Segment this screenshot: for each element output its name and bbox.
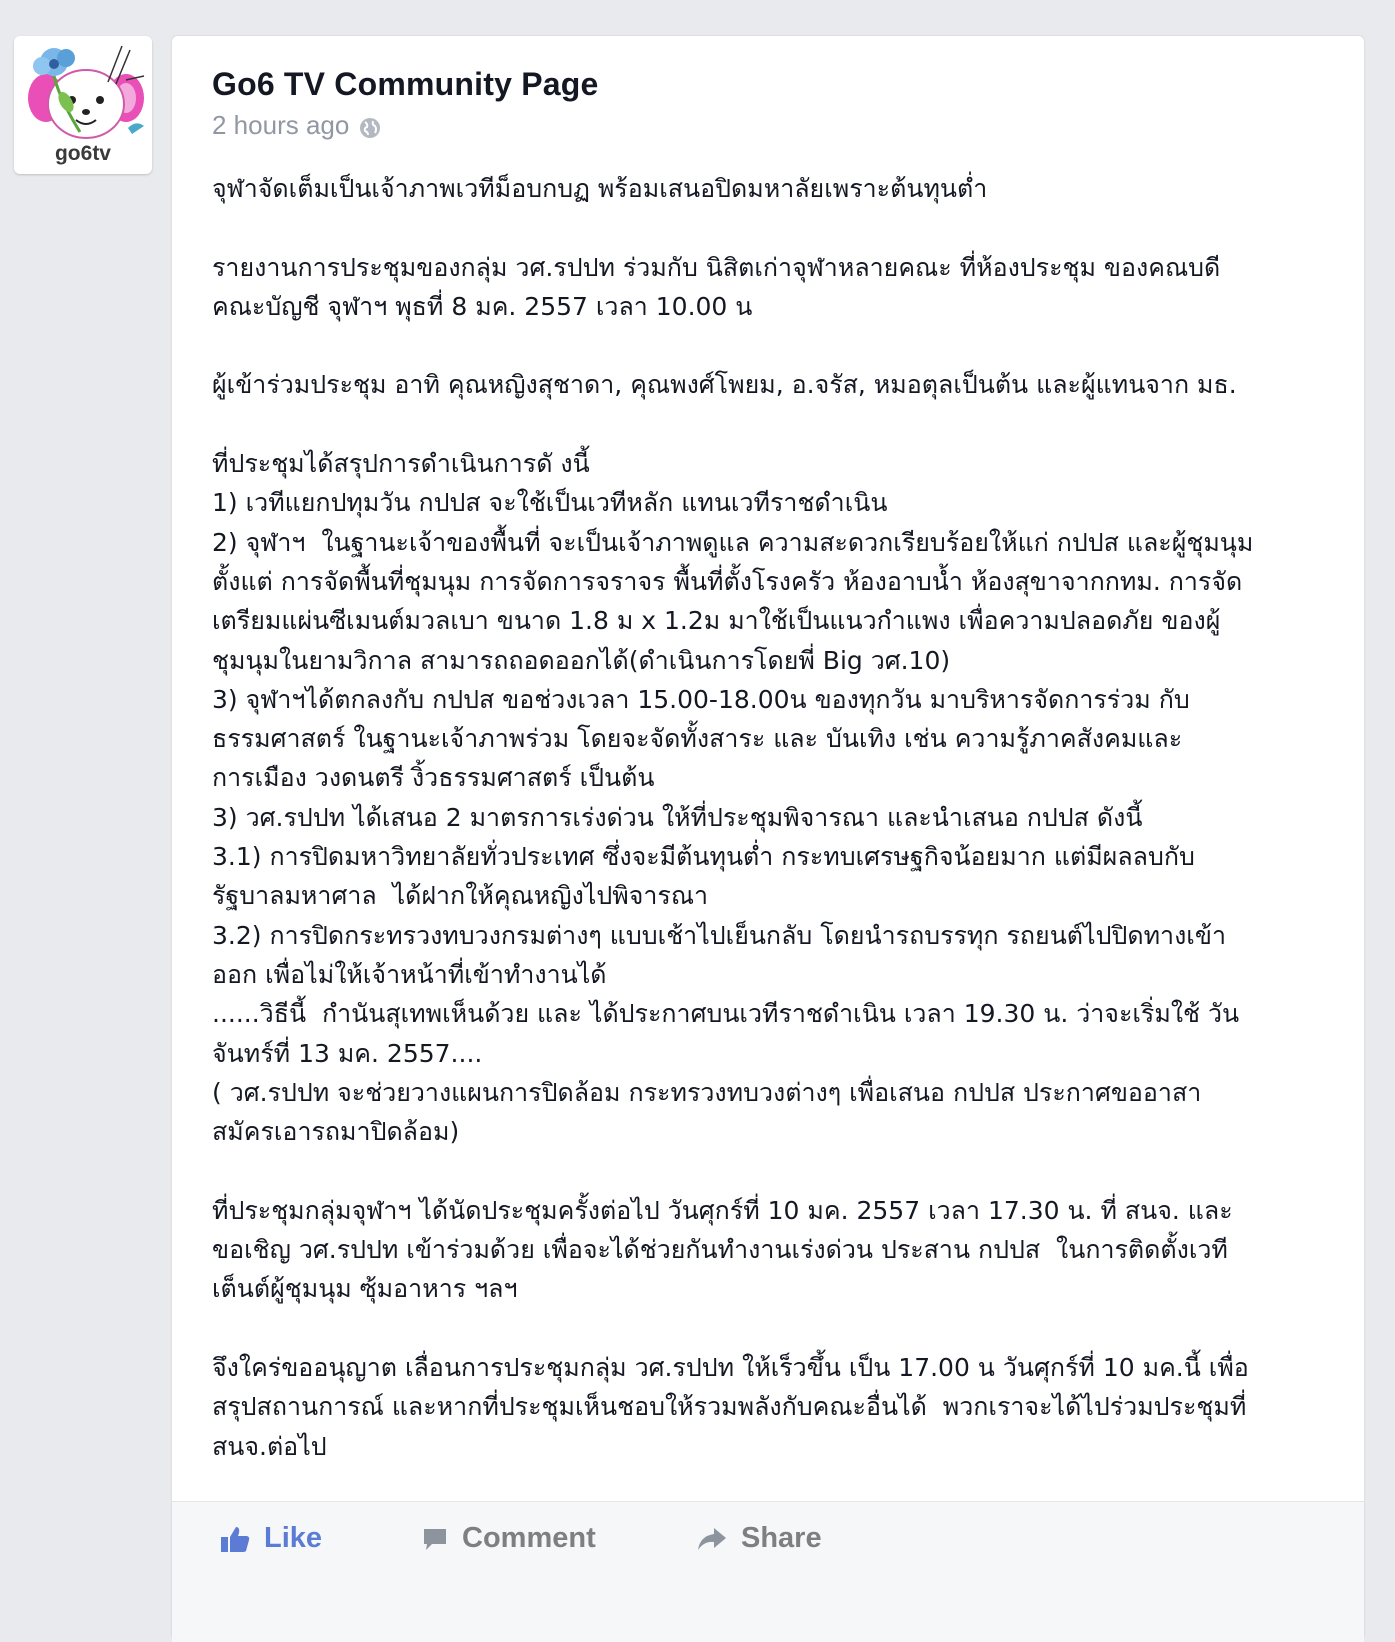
paragraph-gap — [212, 208, 1337, 247]
go6tv-logo-icon — [20, 40, 146, 140]
comment-icon — [422, 1526, 448, 1552]
post-text-line: รัฐบาลมหาศาล ได้ฝากให้คุณหญิงไปพิจารณา — [212, 881, 709, 911]
share-arrow-icon — [697, 1527, 727, 1551]
action-bar — [172, 1501, 1364, 1642]
globe-icon — [359, 115, 381, 137]
post-text-line: เต็นต์ผู้ชุมนุม ซุ้มอาหาร ฯลฯ — [212, 1274, 518, 1304]
post-meta — [212, 110, 381, 141]
post-text-line: ......วิธีนี้ กำนันสุเทพเห็นด้วย และ ได้ประกาศบนเวทีราชดำเนิน เวลา 19.30 น. ว่าจะเริ่มใช้ วัน — [212, 999, 1240, 1029]
paragraph-gap — [212, 1309, 1337, 1348]
page-avatar[interactable] — [14, 36, 152, 174]
like-button[interactable] — [220, 1522, 322, 1555]
post-text-line: จึงใคร่ขออนุญาต เลื่อนการประชุมกลุ่ม วศ.รปปท ให้เร็วขึ้น เป็น 17.00 น วันศุกร์ที่ 10 มค.นี้ เพื่อ — [212, 1352, 1249, 1382]
paragraph-gap — [212, 1151, 1337, 1190]
post-text-line: ที่ประชุมได้สรุปการดำเนินการดั งนี้ — [212, 449, 590, 479]
paragraph-gap — [212, 326, 1337, 365]
post-text-line: สมัครเอารถมาปิดล้อม) — [212, 1117, 460, 1147]
post-body — [212, 169, 1337, 1466]
page-title[interactable]: Go6 TV Community Page — [212, 66, 599, 102]
share-button[interactable] — [697, 1522, 822, 1555]
share-label: Share — [741, 1522, 822, 1554]
post-text-line: ผู้เข้าร่วมประชุม อาทิ คุณหญิงสุชาดา, คุณพงศ์โพยม, อ.จรัส, หมอตุลเป็นต้น และผู้แทนจาก มธ. — [212, 370, 1237, 400]
paragraph-gap — [212, 405, 1337, 444]
post-text-line: สรุปสถานการณ์ และหากที่ประชุมเห็นชอบให้รวมพลังกับคณะอื่นได้ พวกเราจะได้ไปร่วมประชุมที่ — [212, 1392, 1247, 1422]
post-text-line: ธรรมศาสตร์ ในฐานะเจ้าภาพร่วม โดยจะจัดทั้งสาระ และ บันเทิง เช่น ความรู้ภาคสังคมและ — [212, 724, 1183, 754]
post-text-line: ตั้งแต่ การจัดพื้นที่ชุมนุม การจัดการจราจร พื้นที่ตั้งโรงครัว ห้องอาบน้ำ ห้องสุขาจากกทม. การจัด — [212, 566, 1243, 596]
post-text-line: 3) วศ.รปปท ได้เสนอ 2 มาตรการเร่งด่วน ให้ที่ประชุมพิจารณา และนำเสนอ กปปส ดังนี้ — [212, 802, 1143, 832]
post-text-line: รายงานการประชุมของกลุ่ม วศ.รปปท ร่วมกับ นิสิตเก่าจุฬาหลายคณะ ที่ห้องประชุม ของคณบดี — [212, 252, 1221, 282]
like-label: Like — [264, 1522, 323, 1554]
post-text-line: จุฬาจัดเต็มเป็นเจ้าภาพเวทีม็อบกบฏ พร้อมเสนอปิดมหาลัยเพราะต้นทุนต่ำ — [212, 174, 988, 203]
post-text-line: ขอเชิญ วศ.รปปท เข้าร่วมด้วย เพื่อจะได้ช่วยกันทำงานเร่งด่วน ประสาน กปปส ในการติดตั้งเวที — [212, 1235, 1228, 1265]
post-text-line: ( วศ.รปปท จะช่วยวางแผนการปิดล้อม กระทรวงทบวงต่างๆ เพื่อเสนอ กปปส ประกาศขออาสา — [212, 1077, 1202, 1107]
post-text-line: 1) เวทีแยกปทุมวัน กปปส จะใช้เป็นเวทีหลัก แทนเวทีราชดำเนิน — [212, 488, 888, 518]
post-text-line: ที่ประชุมกลุ่มจุฬาฯ ได้นัดประชุมครั้งต่อไป วันศุกร์ที่ 10 มค. 2557 เวลา 17.30 น. ที่ สนจ. และ — [212, 1195, 1233, 1225]
post-text-line: เตรียมแผ่นซีเมนต์มวลเบา ขนาด 1.8 ม x 1.2ม มาใช้เป็นแนวกำแพง เพื่อความปลอดภัย ของผู้ — [212, 606, 1221, 636]
post-text-line: 3.2) การปิดกระทรวงทบวงกรมต่างๆ แบบเช้าไปเย็นกลับ โดยนำรถบรรทุก รถยนต์ไปปิดทางเข้า — [212, 920, 1226, 950]
post-text-line: 2) จุฬาฯ ในฐานะเจ้าของพื้นที่ จะเป็นเจ้าภาพดูแล ความสะดวกเรียบร้อยให้แก่ กปปส และผู้ชุมนุม — [212, 527, 1254, 557]
post-text-line: 3) จุฬาฯได้ตกลงกับ กปปส ขอช่วงเวลา 15.00-18.00น ของทุกวัน มาบริหารจัดการร่วม กับ — [212, 684, 1190, 714]
post-text-line: 3.1) การปิดมหาวิทยาลัยทั่วประเทศ ซึ่งจะมีต้นทุนต่ำ กระทบเศรษฐกิจน้อยมาก แต่มีผลลบกับ — [212, 842, 1195, 872]
post-text-line: จันทร์ที่ 13 มค. 2557.... — [212, 1038, 483, 1068]
post-card — [172, 36, 1364, 1636]
post-timestamp[interactable]: 2 hours ago — [212, 110, 350, 140]
comment-button[interactable] — [422, 1522, 596, 1555]
post-text-line: ออก เพื่อไม่ให้เจ้าหน้าที่เข้าทำงานได้ — [212, 959, 607, 989]
avatar-label: go6tv — [54, 142, 111, 165]
thumbs-up-icon — [220, 1525, 250, 1553]
post-text-line: ชุมนุมในยามวิกาล สามารถถอดออกได้(ดำเนินการโดยพี่ Big วศ.10) — [212, 645, 951, 675]
post-text-line: การเมือง วงดนตรี งิ้วธรรมศาสตร์ เป็นต้น — [212, 763, 655, 793]
comment-label: Comment — [462, 1522, 596, 1554]
post-text-line: คณะบัญชี จุฬาฯ พุธที่ 8 มค. 2557 เวลา 10.00 น — [212, 291, 753, 321]
post-text-line: สนจ.ต่อไป — [212, 1431, 327, 1461]
